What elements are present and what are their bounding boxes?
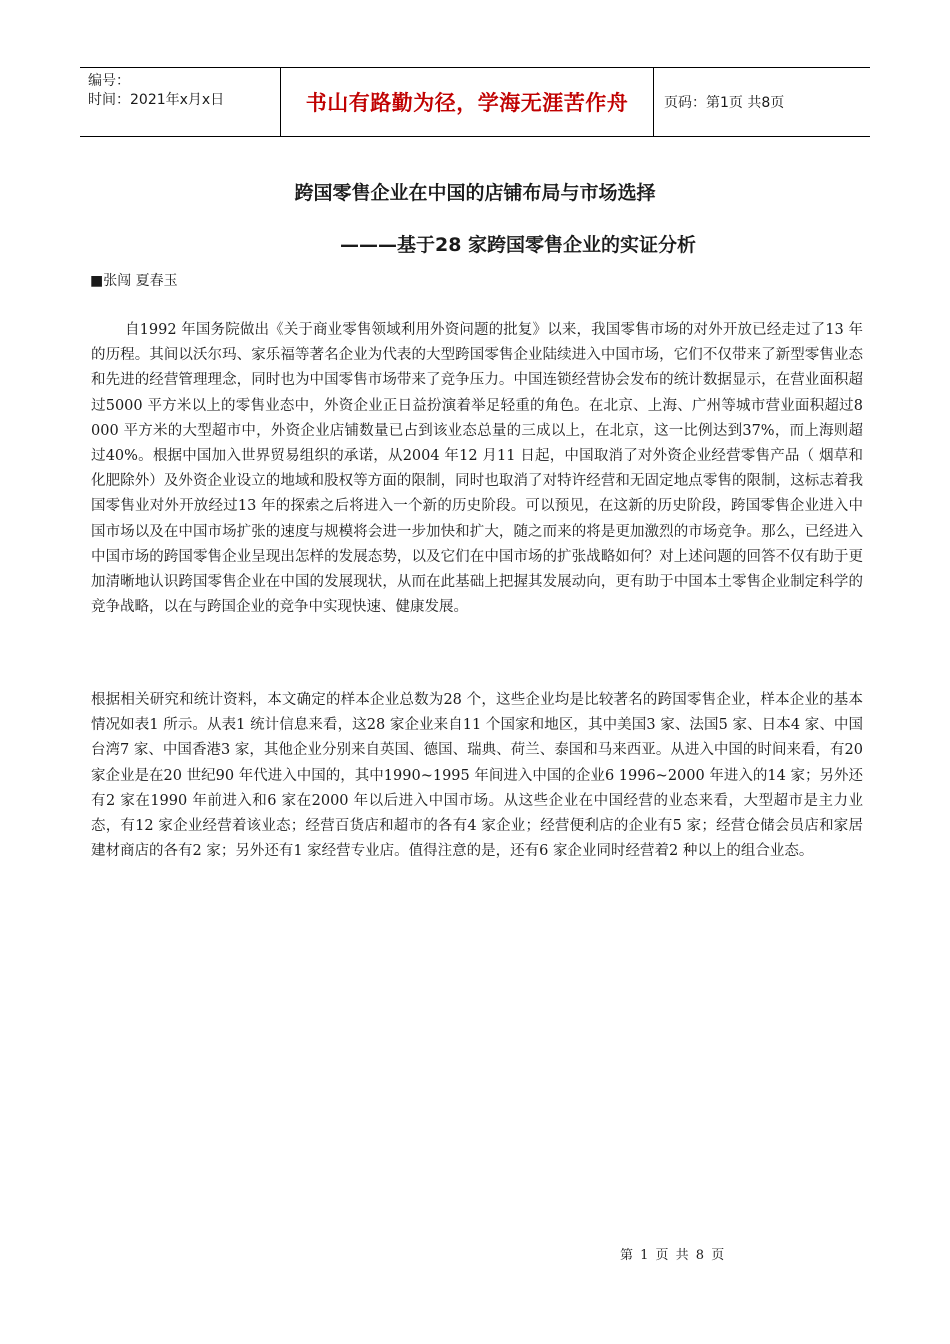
time-label: 时间：2021年x月x日 — [88, 92, 225, 108]
number-label: 编号： — [88, 73, 130, 89]
header-motto-cell — [280, 68, 654, 136]
header-meta — [80, 68, 280, 136]
header-page-info: 页码：第1页 共8页 — [664, 95, 785, 111]
document-header — [80, 67, 870, 137]
page-footer: 第 1 页 共 8 页 — [620, 1248, 725, 1263]
article-subtitle: ———基于28 家跨国零售企业的实证分析 — [340, 234, 697, 256]
article-authors: ■张闯 夏春玉 — [90, 273, 178, 289]
header-motto: 书山有路勤为径，学海无涯苦作舟 — [305, 91, 629, 115]
body-paragraph-1: 自1992 年国务院做出《关于商业零售领域利用外资问题的批复》以来，我国零售市场的对外开放已经走过了13 年的历程。其间以沃尔玛、家乐福等著名企业为代表的大型跨国零售企业陆续进入中国市场，它们不仅带来了新型零售业态和先进的经营管理理念，同时也为中国零售市场带来了竞争压力。中国连锁经营协会发布的统计数据显示，在营业面积超过5000 平方米以上的零售业态中，外资企业正日益扮演着举足轻重的角色。在北京、上海、广州等城市营业面积超过8 000 平方米的大型超市中，外资企业店铺数量已占到该业态总量的三成以上，在北京，这一比例达到37%，而上海则超过40%。根据中国加入世界贸易组织的承诺，从2004 年12 月11 日起，中国取消了对外资企业经营零售产品（ 烟草和化肥除外）及外资企业设立的地域和股权等方面的限制，同时也取消了对特许经营和无固定地点零售的限制，这标志着我国零售业对外开放经过13 年的探索之后将进入一个新的历史阶段。可以预见，在这新的历史阶段，跨国零售企业进入中国市场以及在中国市场扩张的速度与规模将会进一步加快和扩大，随之而来的将是更加激烈的市场竞争。那么，已经进入中国市场的跨国零售企业呈现出怎样的发展态势，以及它们在中国市场的扩张战略如何？对上述问题的回答不仅有助于更加清晰地认识跨国零售企业在中国的发展现状，从而在此基础上把握其发展动向，更有助于中国本土零售企业制定科学的竞争战略，以在与跨国企业的竞争中实现快速、健康发展。 — [91, 322, 863, 616]
body-paragraph-2: 根据相关研究和统计资料，本文确定的样本企业总数为28 个，这些企业均是比较著名的跨国零售企业，样本企业的基本情况如表1 所示。从表1 统计信息来看，这28 家企业来自11 个国家和地区，其中美国3 家、法国5 家、日本4 家、中国台湾7 家、中国香港3 家，其他企业分别来自英国、德国、瑞典、荷兰、泰国和马来西亚。从进入中国的时间来看，有20家企业是在20 世纪90 年代进入中国的，其中1990~1995 年间进入中国的企业6 1996~2000 年进入的14 家；另外还有2 家在1990 年前进入和6 家在2000 年以后进入中国市场。从这些企业在中国经营的业态来看，大型超市是主力业态，有12 家企业经营着该业态；经营百货店和超市的各有4 家企业；经营便利店的企业有5 家；经营仓储会员店和家居建材商店的各有2 家；另外还有1 家经营专业店。值得注意的是，还有6 家企业同时经营着2 种以上的组合业态。 — [91, 692, 863, 860]
article-title: 跨国零售企业在中国的店铺布局与市场选择 — [294, 182, 656, 204]
